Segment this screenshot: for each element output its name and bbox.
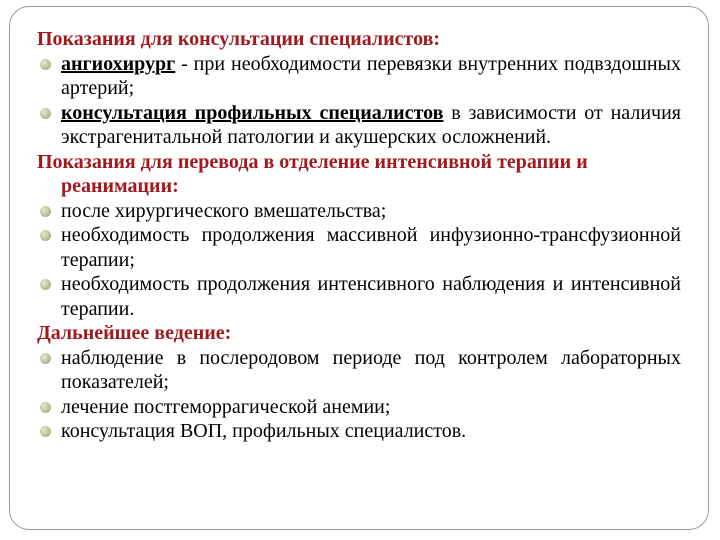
slide-frame [9,6,709,530]
item-text: консультация ВОП, профильных специалистов. [61,420,467,442]
list-item [37,223,681,272]
item-text: необходимость продолжения интенсивного наблюдения и интенсивной терапии. [61,273,681,320]
item-strong-text: консультация профильных специалистов [61,101,444,124]
bullet-icon [40,59,51,70]
item-text: после хирургического вмешательства; [61,199,387,222]
bullet-icon [40,426,51,437]
item-text: необходимость продолжения массивной инфузионно-трансфузионной терапии; [61,224,681,271]
bullet-icon [40,206,51,217]
bullet-icon [40,108,51,119]
section-heading-consultation: Показания для консультации специалистов: [37,28,441,50]
bullet-icon [40,279,51,290]
bullet-icon [40,353,51,364]
list-item-specialists [37,101,681,150]
item-text: лечение постгеморрагической анемии; [61,395,391,418]
list-item [37,419,681,444]
item-strong-text: ангиохирург [61,52,176,75]
section-heading-follow-up: Дальнейшее ведение: [37,322,232,344]
list-item [37,199,681,224]
list-item [37,395,681,420]
list-item [37,272,681,321]
list-item-angiosurgeon [37,52,681,101]
item-text: наблюдение в послеродовом периоде под контролем лабораторных показателей; [61,346,681,393]
bullet-icon [40,230,51,241]
item-text: - при необходимости перевязки внутренних подвздошных артерий; [61,52,681,99]
bullet-icon [40,402,51,413]
section-heading-icu-transfer: Показания для перевода в отделение интенсивной терапии и реанимации: [37,150,588,197]
list-item [37,346,681,395]
slide-content [37,27,681,444]
item-text: в зависимости от наличия экстрагенитальной патологии и акушерских осложнений. [61,101,681,148]
